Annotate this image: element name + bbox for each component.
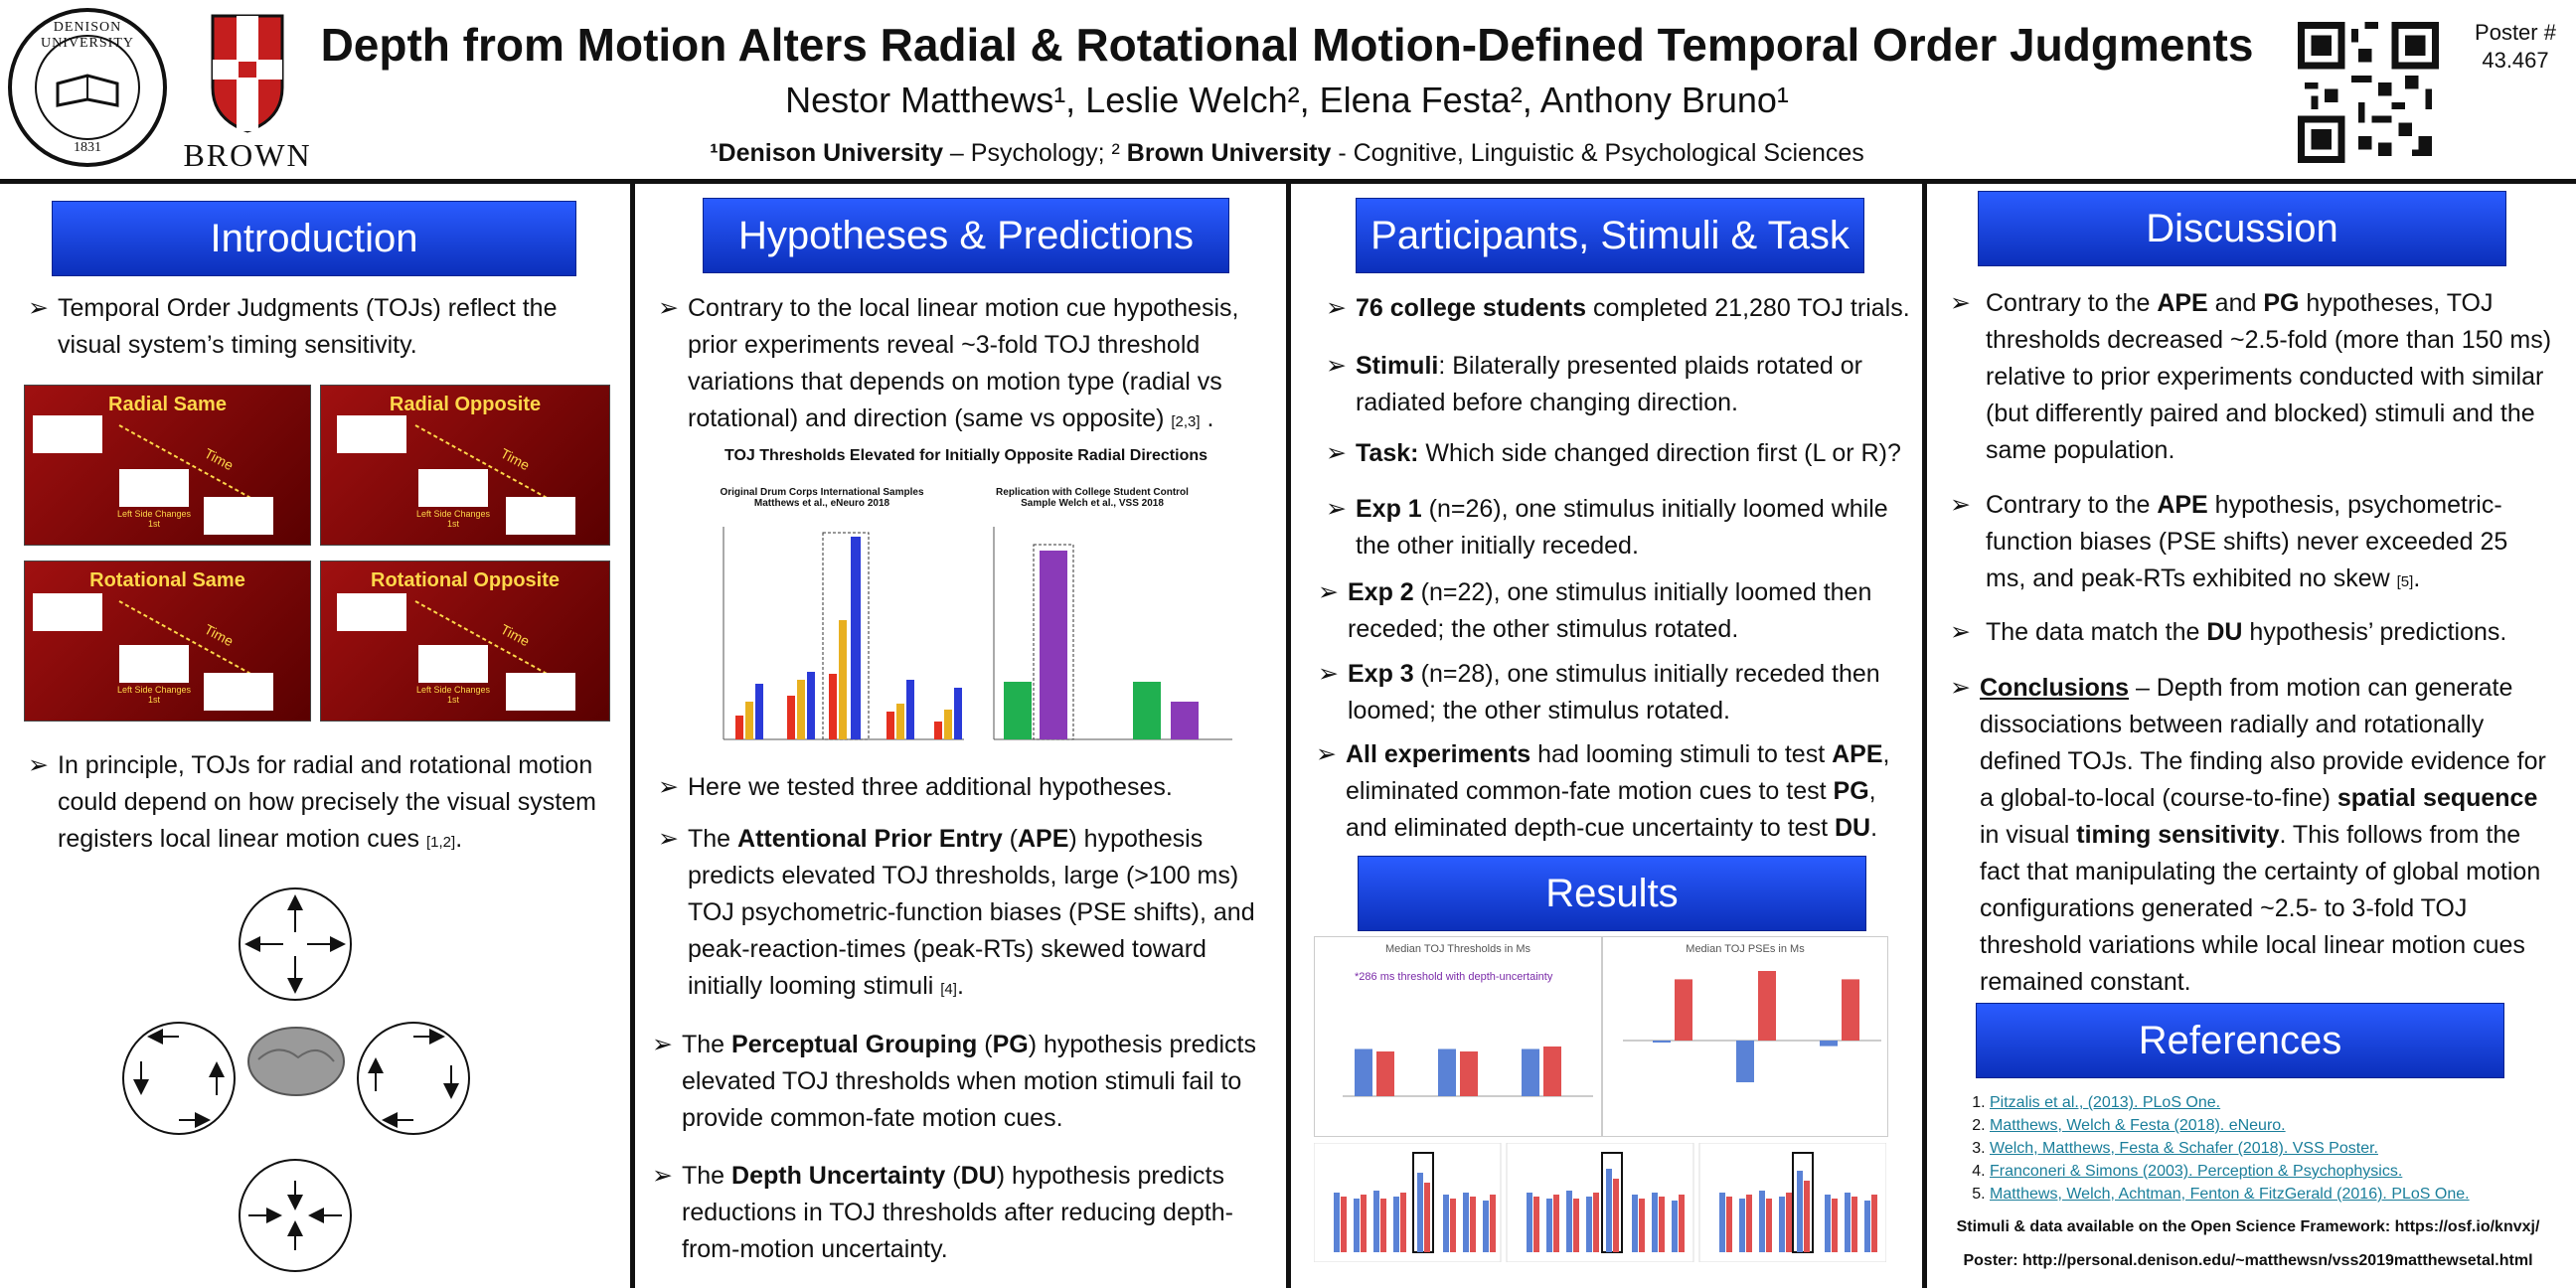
ape-end: .: [956, 972, 964, 1000]
pst-bullet-7-wrap: [1346, 736, 1912, 847]
column-divider-3: [1922, 184, 1927, 1288]
panel-title: Radial Opposite: [389, 394, 542, 415]
pst-bullet-5: [1318, 574, 1904, 648]
results-chart-thresholds: [1314, 936, 1602, 1137]
pg-post: ) hypothesis predicts elevated TOJ thresholds when motion stimuli fail to provide common-fate motion cues.: [682, 1031, 1256, 1132]
pg-abbr: PG: [992, 1031, 1029, 1058]
disc-b2b: hypothesis, psychometric-function biases (PSE shifts) never exceeded 25 ms, and peak-RTs exhibited no skew: [1986, 491, 2508, 592]
pst-b2-text: : Bilaterally presented plaids rotated or radiated before changing direction.: [1356, 352, 1862, 416]
pst-b7a: had looming stimuli to test: [1530, 740, 1833, 768]
hyp-bullet-2: [658, 769, 1274, 806]
hyp-bullet-1-text: Contrary to the local linear motion cue hypothesis, prior experiments reveal ~3-fold TOJ threshold variations that depends on motion type (radial vs rotational) and direction (same vs opposite): [688, 294, 1239, 432]
chart1-title: Median TOJ Thresholds in Ms: [1384, 943, 1531, 955]
panel-time-label: Time: [202, 444, 237, 474]
chart1-note: *286 ms threshold with depth-uncertainty: [1355, 971, 1553, 983]
panel-radial-opposite: [320, 385, 610, 546]
results-chart-pse: [1602, 936, 1888, 1137]
hyp-bullet-pg-wrap: [682, 1027, 1268, 1137]
hyp-bullet-1-wrap: [688, 290, 1274, 440]
disc-b4-timing: timing sensitivity: [2076, 821, 2280, 849]
pst-bullet-1-wrap: [1356, 290, 1912, 327]
intro-heading: Introduction: [52, 201, 576, 276]
pst-bullet-2-wrap: [1356, 348, 1912, 421]
pst-b3-text: Which side changed direction first (L or R)?: [1418, 439, 1901, 467]
reference-item[interactable]: [1990, 1091, 2576, 1114]
ape-name: Attentional Prior Entry: [737, 825, 1003, 853]
chart2-bar: [1758, 971, 1776, 1041]
pst-bullet-2: [1326, 348, 1912, 421]
references-heading: References: [1976, 1003, 2504, 1078]
du-post: ) hypothesis predicts reductions in TOJ thresholds after reducing depth-from-motion uncertainty.: [682, 1162, 1233, 1263]
osf-link[interactable]: Stimuli & data available on the Open Science Framework: https://osf.io/knvxj/: [1956, 1218, 2540, 1235]
participants-heading: Participants, Stimuli & Task: [1356, 198, 1864, 273]
panel-title: Rotational Opposite: [371, 569, 560, 591]
arrow-bullet-icon: ➢: [1950, 491, 1971, 519]
panel-time-label: Time: [498, 444, 533, 474]
pst-b5-bold: Exp 2: [1348, 578, 1414, 606]
panel-left-label: Left Side Changes 1st: [116, 685, 192, 705]
reference-link[interactable]: Matthews, Welch, Achtman, Fenton & FitzGerald (2016). PLoS One.: [1990, 1186, 2470, 1203]
pst-bullet-4: [1326, 491, 1912, 564]
panel-time-label: Time: [202, 620, 237, 650]
disc-b4a: – Depth from motion can generate dissociations between radially and rotationally defined TOJs. The finding also provide evidence for a global-to-local (course-to-fine): [1980, 674, 2546, 812]
reference-item[interactable]: [1990, 1114, 2576, 1137]
pst-bullet-3: [1326, 435, 1912, 472]
disc-b1c: hypotheses, TOJ thresholds decreased ~2.5-fold (more than 150 ms) relative to prior experiments conducted with similar (but differently paired and blocked) stimuli and the same population.: [1986, 289, 2552, 464]
poster-affiliations: [298, 139, 2276, 168]
pst-b7d: .: [1870, 814, 1878, 842]
panel-rotational-opposite: [320, 561, 610, 722]
disc-b2-cite: [5]: [2396, 573, 2414, 590]
du-mid: (: [945, 1162, 961, 1190]
affil-denison: ¹Denison University: [710, 139, 943, 167]
intro-bullet-2-end: .: [455, 825, 463, 853]
disc-b4-spatial: spatial sequence: [2336, 784, 2538, 812]
column-divider-1: [630, 184, 635, 1288]
disc-bullet-4: [1950, 670, 2554, 1001]
pst-bullet-4-wrap: [1356, 491, 1912, 564]
panel-radial-same: [24, 385, 311, 546]
disc-b2-ape: APE: [2157, 491, 2208, 519]
intro-bullet-2-cite: [1,2]: [426, 834, 456, 851]
denison-logo-text: DENISON UNIVERSITY: [41, 20, 134, 51]
disc-b4c: . This follows from the fact that manipulating the certainty of global motion configurations generated ~2.5- to 3-fold TOJ threshold variations while local linear motion cues remained constant.: [1980, 821, 2541, 996]
reference-link[interactable]: Franconeri & Simons (2003). Perception & Psychophysics.: [1990, 1163, 2403, 1180]
denison-logo-year: 1831: [74, 140, 101, 155]
arrow-bullet-icon: ➢: [1950, 618, 1971, 646]
hyp-bars-right: [1004, 551, 1199, 739]
hyp-bullet-du-wrap: [682, 1158, 1268, 1268]
du-pre: The: [682, 1162, 732, 1190]
du-name: Depth Uncertainty: [731, 1162, 946, 1190]
pst-bullet-5-wrap: [1348, 574, 1904, 648]
pst-b7c: , and eliminated depth-cue uncertainty to test: [1346, 777, 1876, 842]
hyp-figure: [696, 517, 1252, 755]
arrow-bullet-icon: ➢: [1950, 289, 1971, 317]
disc-b2-wrap: [1986, 487, 2554, 600]
arrow-bullet-icon: ➢: [28, 751, 49, 779]
intro-bullet-1-text: Temporal Order Judgments (TOJs) reflect the visual system’s timing sensitivity.: [58, 294, 558, 359]
panel-left-label: Left Side Changes 1st: [415, 685, 491, 705]
hyp-bullet-2-text: Here we tested three additional hypotheses.: [688, 773, 1173, 801]
pst-b5-text: (n=22), one stimulus initially loomed then receded; the other stimulus rotated.: [1348, 578, 1872, 643]
chart1-bar: [1355, 1049, 1372, 1097]
disc-b1a: Contrary to the: [1986, 289, 2158, 317]
chart1-bar: [1376, 1051, 1394, 1096]
affil-clps: - Cognitive, Linguistic & Psychological Sciences: [1331, 139, 1864, 167]
brown-logo-text: BROWN: [183, 137, 312, 173]
disc-bullet-1: [1950, 285, 2554, 469]
qr-code[interactable]: [2298, 22, 2439, 163]
arrow-bullet-icon: ➢: [1318, 578, 1339, 606]
disc-bullet-2: [1950, 487, 2554, 600]
reference-item[interactable]: [1990, 1183, 2576, 1206]
disc-b1b: and: [2207, 289, 2264, 317]
disc-b3-du: DU: [2206, 618, 2243, 646]
arrow-bullet-icon: ➢: [658, 825, 679, 853]
disc-conclusions: Conclusions: [1980, 674, 2130, 702]
hyp-bullet-1-cite: [2,3]: [1171, 413, 1201, 430]
pst-b7-du: DU: [1834, 814, 1871, 842]
pst-b1-text: completed 21,280 TOJ trials.: [1586, 294, 1910, 322]
affil-brown: Brown University: [1126, 139, 1332, 167]
arrow-bullet-icon: ➢: [1318, 660, 1339, 688]
poster-title: Depth from Motion Alters Radial & Rotational Motion-Defined Temporal Order Judgments: [320, 19, 2254, 71]
chart2-bar: [1842, 979, 1859, 1041]
intro-bullet-2: [28, 747, 624, 861]
arrow-bullet-icon: ➢: [1326, 294, 1347, 322]
disc-b4-wrap: [1980, 670, 2554, 1001]
arrow-bullet-icon: ➢: [1326, 439, 1347, 467]
intro-bullet-2-text: In principle, TOJs for radial and rotational motion could depend on how precisely the visual system registers local linear motion cues: [58, 751, 596, 853]
panel-left-label: Left Side Changes 1st: [415, 509, 491, 529]
pg-name: Perceptual Grouping: [731, 1031, 978, 1058]
arrow-bullet-icon: ➢: [658, 294, 679, 322]
hypotheses-heading: Hypotheses & Predictions: [703, 198, 1229, 273]
disc-b1-ape: APE: [2157, 289, 2208, 317]
du-abbr: DU: [960, 1162, 997, 1190]
disc-b1-pg: PG: [2263, 289, 2300, 317]
disc-b2a: Contrary to the: [1986, 491, 2158, 519]
chart1-bar: [1438, 1049, 1456, 1097]
chart2-bar: [1820, 1041, 1838, 1046]
disc-b1-wrap: [1986, 285, 2554, 469]
chart1-bar: [1522, 1049, 1539, 1097]
arrow-bullet-icon: ➢: [1326, 352, 1347, 380]
reference-link[interactable]: Matthews, Welch & Festa (2018). eNeuro.: [1990, 1117, 2286, 1134]
arrow-bullet-icon: ➢: [1316, 740, 1337, 768]
arrow-bullet-icon: ➢: [1950, 674, 1971, 702]
arrow-bullet-icon: ➢: [28, 294, 49, 322]
pst-bullet-7: [1316, 736, 1912, 847]
panel-time-label: Time: [498, 620, 533, 650]
panel-title: Rotational Same: [89, 569, 245, 591]
pst-bullet-6-wrap: [1348, 656, 1904, 729]
pst-b1-bold: 76 college students: [1356, 294, 1587, 322]
pst-b3-bold: Task:: [1356, 439, 1419, 467]
disc-b3b: hypothesis’ predictions.: [2242, 618, 2507, 646]
pst-b4-bold: Exp 1: [1356, 495, 1422, 523]
chart2-bar: [1736, 1041, 1754, 1082]
pg-pre: The: [682, 1031, 732, 1058]
hyp-figure-left-caption: Original Drum Corps International Samples Matthews et al., eNeuro 2018: [720, 487, 924, 509]
reference-link[interactable]: Pitzalis et al., (2013). PLoS One.: [1990, 1094, 2221, 1111]
arrow-bullet-icon: ➢: [658, 773, 679, 801]
poster-number-label: Poster #: [2475, 20, 2556, 45]
poster-number: 43.467: [2482, 48, 2549, 73]
arrow-bullet-icon: ➢: [1326, 495, 1347, 523]
ape-pre: The: [688, 825, 738, 853]
hyp-bullet-1: [658, 290, 1274, 440]
hyp-bullet-pg: [652, 1027, 1268, 1137]
pst-b2-bold: Stimuli: [1356, 352, 1439, 380]
reference-item[interactable]: [1990, 1137, 2576, 1160]
pst-bullet-3-wrap: [1356, 435, 1912, 472]
panel-rotational-same: [24, 561, 311, 722]
results-chart-exp-detail: [1314, 1143, 1886, 1262]
reference-item[interactable]: [1990, 1160, 2576, 1183]
disc-b4b: in visual: [1980, 821, 2077, 849]
pst-b7-bold: All experiments: [1346, 740, 1531, 768]
ape-cite: [4]: [940, 981, 957, 998]
disc-b3-wrap: [1986, 614, 2554, 651]
arrow-bullet-icon: ➢: [652, 1031, 673, 1058]
pst-b6-bold: Exp 3: [1348, 660, 1414, 688]
chart1-bar: [1543, 1046, 1561, 1096]
column-divider-2: [1286, 184, 1291, 1288]
intro-bullet-2-wrap: [58, 747, 624, 861]
references-list: [1950, 1091, 2576, 1206]
arrow-bullet-icon: ➢: [652, 1162, 673, 1190]
hyp-bars-left: [735, 537, 962, 739]
pst-b4-text: (n=26), one stimulus initially loomed while the other initially receded.: [1356, 495, 1888, 560]
motion-diagram: [119, 883, 517, 1280]
poster-authors: Nestor Matthews¹, Leslie Welch², Elena Festa², Anthony Bruno¹: [785, 80, 1789, 120]
pg-mid: (: [977, 1031, 993, 1058]
pst-bullet-6: [1318, 656, 1904, 729]
chart2-title: Median TOJ PSEs in Ms: [1686, 943, 1805, 955]
disc-b2-end: .: [2413, 564, 2421, 592]
hyp-figure-right-caption: Replication with College Student Control Sample Welch et al., VSS 2018: [996, 487, 1189, 509]
ape-mid: (: [1002, 825, 1018, 853]
disc-bullet-3: [1950, 614, 2554, 651]
hyp-figure-title: TOJ Thresholds Elevated for Initially Opposite Radial Directions: [724, 447, 1208, 464]
chart1-bar: [1460, 1051, 1478, 1096]
poster-url[interactable]: Poster: http://personal.denison.edu/~matthewsn/vss2019matthewsetal.html: [1963, 1252, 2533, 1269]
ape-abbr: APE: [1018, 825, 1069, 853]
panel-left-label: Left Side Changes 1st: [116, 509, 192, 529]
panel-title: Radial Same: [108, 394, 227, 415]
hyp-bullet-ape: [658, 821, 1274, 1008]
intro-bullet-1: [28, 290, 614, 364]
ape-post: ) hypothesis predicts elevated TOJ thresholds, large (>100 ms) TOJ psychometric-function biases (PSE shifts), and peak-reaction-times (peak-RTs) skewed toward initially looming stimuli: [688, 825, 1255, 1000]
affil-psych: – Psychology; ²: [942, 139, 1127, 167]
pst-b7-pg: PG: [1833, 777, 1869, 805]
chart2-bar: [1653, 1041, 1671, 1043]
results-heading: Results: [1358, 856, 1866, 931]
reference-link[interactable]: Welch, Matthews, Festa & Schafer (2018). VSS Poster.: [1990, 1140, 2378, 1157]
hyp-bullet-du: [652, 1158, 1268, 1268]
hyp-bullet-1-end: .: [1200, 404, 1214, 432]
pst-b7-ape: APE: [1832, 740, 1883, 768]
hyp-bullet-ape-wrap: [688, 821, 1274, 1008]
disc-b3a: The data match the: [1986, 618, 2207, 646]
pst-bullet-1: [1326, 290, 1912, 327]
pst-b6-text: (n=28), one stimulus initially receded then loomed; the other stimulus rotated.: [1348, 660, 1880, 724]
pst-b7b: , eliminated common-fate motion cues to test: [1346, 740, 1890, 805]
chart2-bar: [1675, 979, 1692, 1041]
discussion-heading: Discussion: [1978, 191, 2506, 266]
denison-logo: [6, 6, 169, 169]
